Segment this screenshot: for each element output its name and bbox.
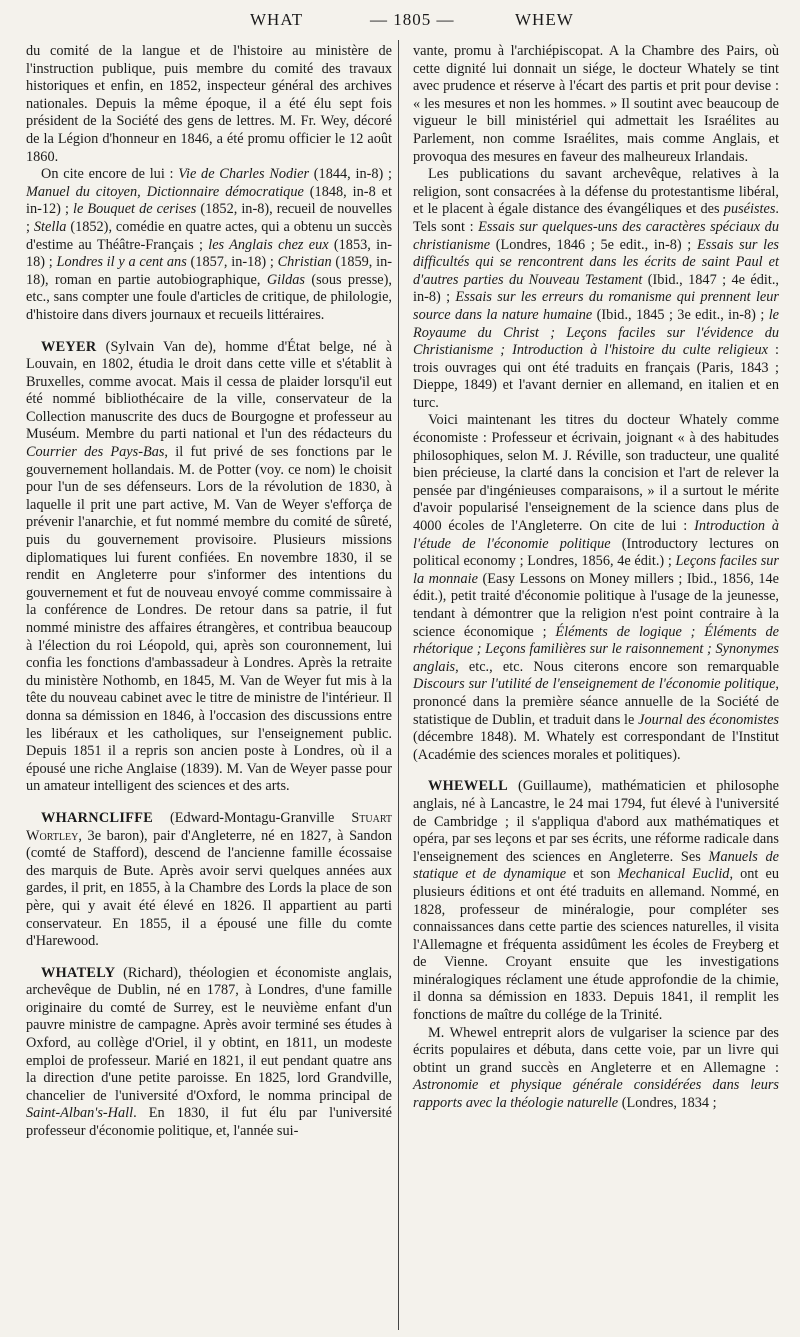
entry-wharncliffe: WHARNCLIFFE (Edward-Montagu-Granville Stuart Wortley, 3e baron), pair d'Angleterre, né en 1827, à Sandon (comté de Stafford), descend de l'ancienne famille écossaise des marquis de Bute. Après avoir servi quelques années aux gardes, il prit, en 1855, à la Chambre des Lords la place de son père, qui y avait été élevé en 1826. Il appartient au parti conservateur. En 1855, il a épousé une fille du comte d'Harewood. [26,809,392,950]
headword-weyer: WEYER [41,338,97,355]
left-column [26,43,392,1141]
headword-whately: WHATELY [41,964,116,981]
headword-whewell: WHEWELL [428,778,508,795]
wey-works: On cite encore de lui : Vie de Charles Nodier (1844, in-8) ; Manuel du citoyen, Dictionnaire démocratique (1848, in-8 et in-12) ; le Bouquet de cerises (1852, in-8), recueil de nouvelles ; Stella (1852), comédie en quatre actes, qui a obtenu un succès d'estime au Théâtre-Français ; les Anglais chez eux (1853, in-18) ; Londres il y a cent ans (1857, in-18) ; Christian (1859, in-18), roman en partie autobiographique, Gildas (sous presse), etc., sans compter une foule d'articles de critique, de philologie, d'histoire dans divers journaux et recueils littéraires. [26,166,393,323]
right-column [413,43,779,1113]
whately-religious-works: Les publications du savant archevêque, relatives à la religion, sont consacrées à la défense du protestantisme libéral, et le placent à égale distance des évangéliques et des puséistes. Tels sont : Essais sur quelques-uns des caractères spéciaux du christianisme (Londres, 1846 ; 5e edit., in-8) ; Essais sur les difficultés qui se rencontrent dans les écrits de saint Paul et d'autres parties du Nouveau Testament (Ibid., 1847 ; 4e édit., in-8) ; Essais sur les erreurs du romanisme qui prennent leur source dans la nature humaine (Ibid., 1845 ; 3e edit., in-8) ; le Royaume du Christ ; Leçons faciles sur l'évidence du Christianisme ; Introduction à l'histoire du culte religieux : trois ouvrages qui ont été traduits en français (Paris, 1843 ; Dieppe, 1849) et l'avant dernier en allemand, en italien et en turc. [413,166,780,411]
page-number: — 1805 — [370,10,455,29]
header-right-keyword: WHEW [515,10,574,29]
column-divider [398,40,399,1330]
entry-whewell: WHEWELL (Guillaume), mathématicien et philosophe anglais, né à Lancastre, le 24 mai 1794, fut élevé à l'université de Cambridge ; il s'appliqua d'abord aux mathématiques et opéra, par ses leçons et par ses écrits, une réforme radicale dans l'enseignement des sciences en Angleterre. Ses Manuels de statique et de dynamique et son Mechanical Euclid, ont eu plusieurs éditions et ont été traduits en allemand. Nommé, en 1828, professeur de minéralogie, pour compléter ses connaissances dans cette partie des sciences naturelles, il visita l'Allemagne et fréquenta assidûment les écoles de Freyberg et de Vienne. Croyant ensuite que les investigations minéralogiques réclament une étude approfondie de la chimie, il donna sa démission en 1833. Depuis 1841, il remplit les fonctions de maître du collége de la Trinité. [413,778,779,1024]
whately-economist: Voici maintenant les titres du docteur Whately comme économiste : Professeur et écrivain, joignant « à des habitudes philosophiques, selon M. J. Réville, son traducteur, une qualité bien précieuse, la clarté dans la concision et l'art de relever la pensée par d'ingénieuses comparaisons, » il a surtout le mérite d'avoir popularisé l'enseignement de la science dans plus de 4000 écoles de l'Angleterre. On cite de lui : Introduction à l'étude de l'économie politique (Introductory lectures on political economy ; Londres, 1856, 4e édit.) ; Leçons faciles sur la monnaie (Easy Lessons on Money millers ; Ibid., 1856, 14e édit.), petit traité d'économie politique à l'usage de la jeunesse, tendant à démontrer que la religion n'est point contraire à la science économique ; Éléments de logique ; Éléments de rhétorique ; Leçons familières sur le raisonnement ; Synonymes anglais, etc., etc. Nous citerons encore son remarquable Discours sur l'utilité de l'enseignement de l'économie politique, prononcé dans la première séance annuelle de la Société de statistique de Dublin, et traduit dans le Journal des économistes (décembre 1848). M. Whately est correspondant de l'Institut (Académie des sciences morales et politiques). [413,412,780,763]
page-header [0,8,800,36]
headword-wharncliffe: WHARNCLIFFE [41,809,154,826]
header-left-keyword: WHAT [250,10,304,29]
entry-weyer: WEYER (Sylvain Van de), homme d'État belge, né à Louvain, en 1802, étudia le droit dans cette ville et s'établit à Bruxelles, comme avocat. Mais il cessa de plaider lorsqu'il eut été nommé bibliothécaire de la ville, conservateur de la Collection manuscrite des ducs de Bourgogne et professeur au Muséum. Membre du parti national et l'un des rédacteurs du Courrier des Pays-Bas, il fut privé de ses fonctions par le gouvernement hollandais. M. de Potter (voy. ce nom) le choisit pour l'un de ses défenseurs. Lors de la révolution de 1830, à laquelle il prit une part active, M. Van de Weyer s'efforça de prévenir l'anarchie, et fut nommé membre du comité de sûreté, puis du gouvernement provisoire. Plusieurs missions diplomatiques lui furent confiées. En novembre 1830, il se rendit en Angleterre pour s'informer des intentions du gouvernement et fut de nouveau envoyé comme commissaire à la conférence de Londres. De retour dans sa patrie, il fut nommé ministre des affaires étrangères, et contribua beaucoup à l'élection du roi Léopold, qui, après son couronnement, lui confia les fonctions d'ambassadeur à Londres. Après la retraite du ministère Nothomb, en 1845, M. Van de Weyer fut mis à la tête du nouveau cabinet avec le titre de ministre de l'intérieur. Il donna sa démission en 1846, à l'occasion des discussions entre les libéraux et les catholiques, sur l'enseignement public. Depuis 1851 il a repris son ancien poste à Londres, où il a épousé une riche Anglaise (1839). M. Van de Weyer passe pour un amateur intelligent des sciences et des arts. [26,338,393,795]
whewell-popular-works: M. Whewel entreprit alors de vulgariser la science par des écrits populaires et débuta, dans cette voie, par un livre qui obtint un grand succès en Angleterre et en Allemagne : Astronomie et physique générale considérées dans leurs rapports avec la théologie naturelle (Londres, 1834 ; [413,1024,779,1112]
wey-continuation: du comité de la langue et de l'histoire au ministère de l'instruction publique, puis membre du comité des travaux historiques et enfin, en 1852, inspecteur général des archives nationales. Depuis la même époque, il a été élu sept fois président de la Société des gens de lettres. M. Fr. Wey, décoré de la Légion d'honneur en 1846, a été promu officier le 12 août 1860. [26,43,392,165]
whately-continuation: vante, promu à l'archiépiscopat. A la Chambre des Pairs, où cette dignité lui donnait un siége, le docteur Whately se tint avec prudence et réserve à l'écart des partis et prit pour devise : « les mesures et non les hommes. » Il soutint avec beaucoup de vigueur le bill ministériel qui admettait les Israélites au Parlement, non comme Israélites, mais comme Anglais, et provoqua des mesures en faveur des malheureux Irlandais. [413,43,779,165]
entry-whately: WHATELY (Richard), théologien et économiste anglais, archevêque de Dublin, né en 1787, à Londres, d'une famille originaire du comté de Surrey, est le neuvième enfant d'un pauvre ministre de campagne. Après avoir terminé ses études à Oxford, au collège d'Oriel, il y obtint, en 1811, un modeste emploi de professeur. Marié en 1821, il eut pendant quatre ans la direction d'une petite paroisse. En 1825, lord Grandville, chancelier de l'université d'Oxford, le nomma principal de Saint-Alban's-Hall. En 1830, il fut élu par l'université professeur d'économie politique, et, l'année sui- [26,964,392,1140]
